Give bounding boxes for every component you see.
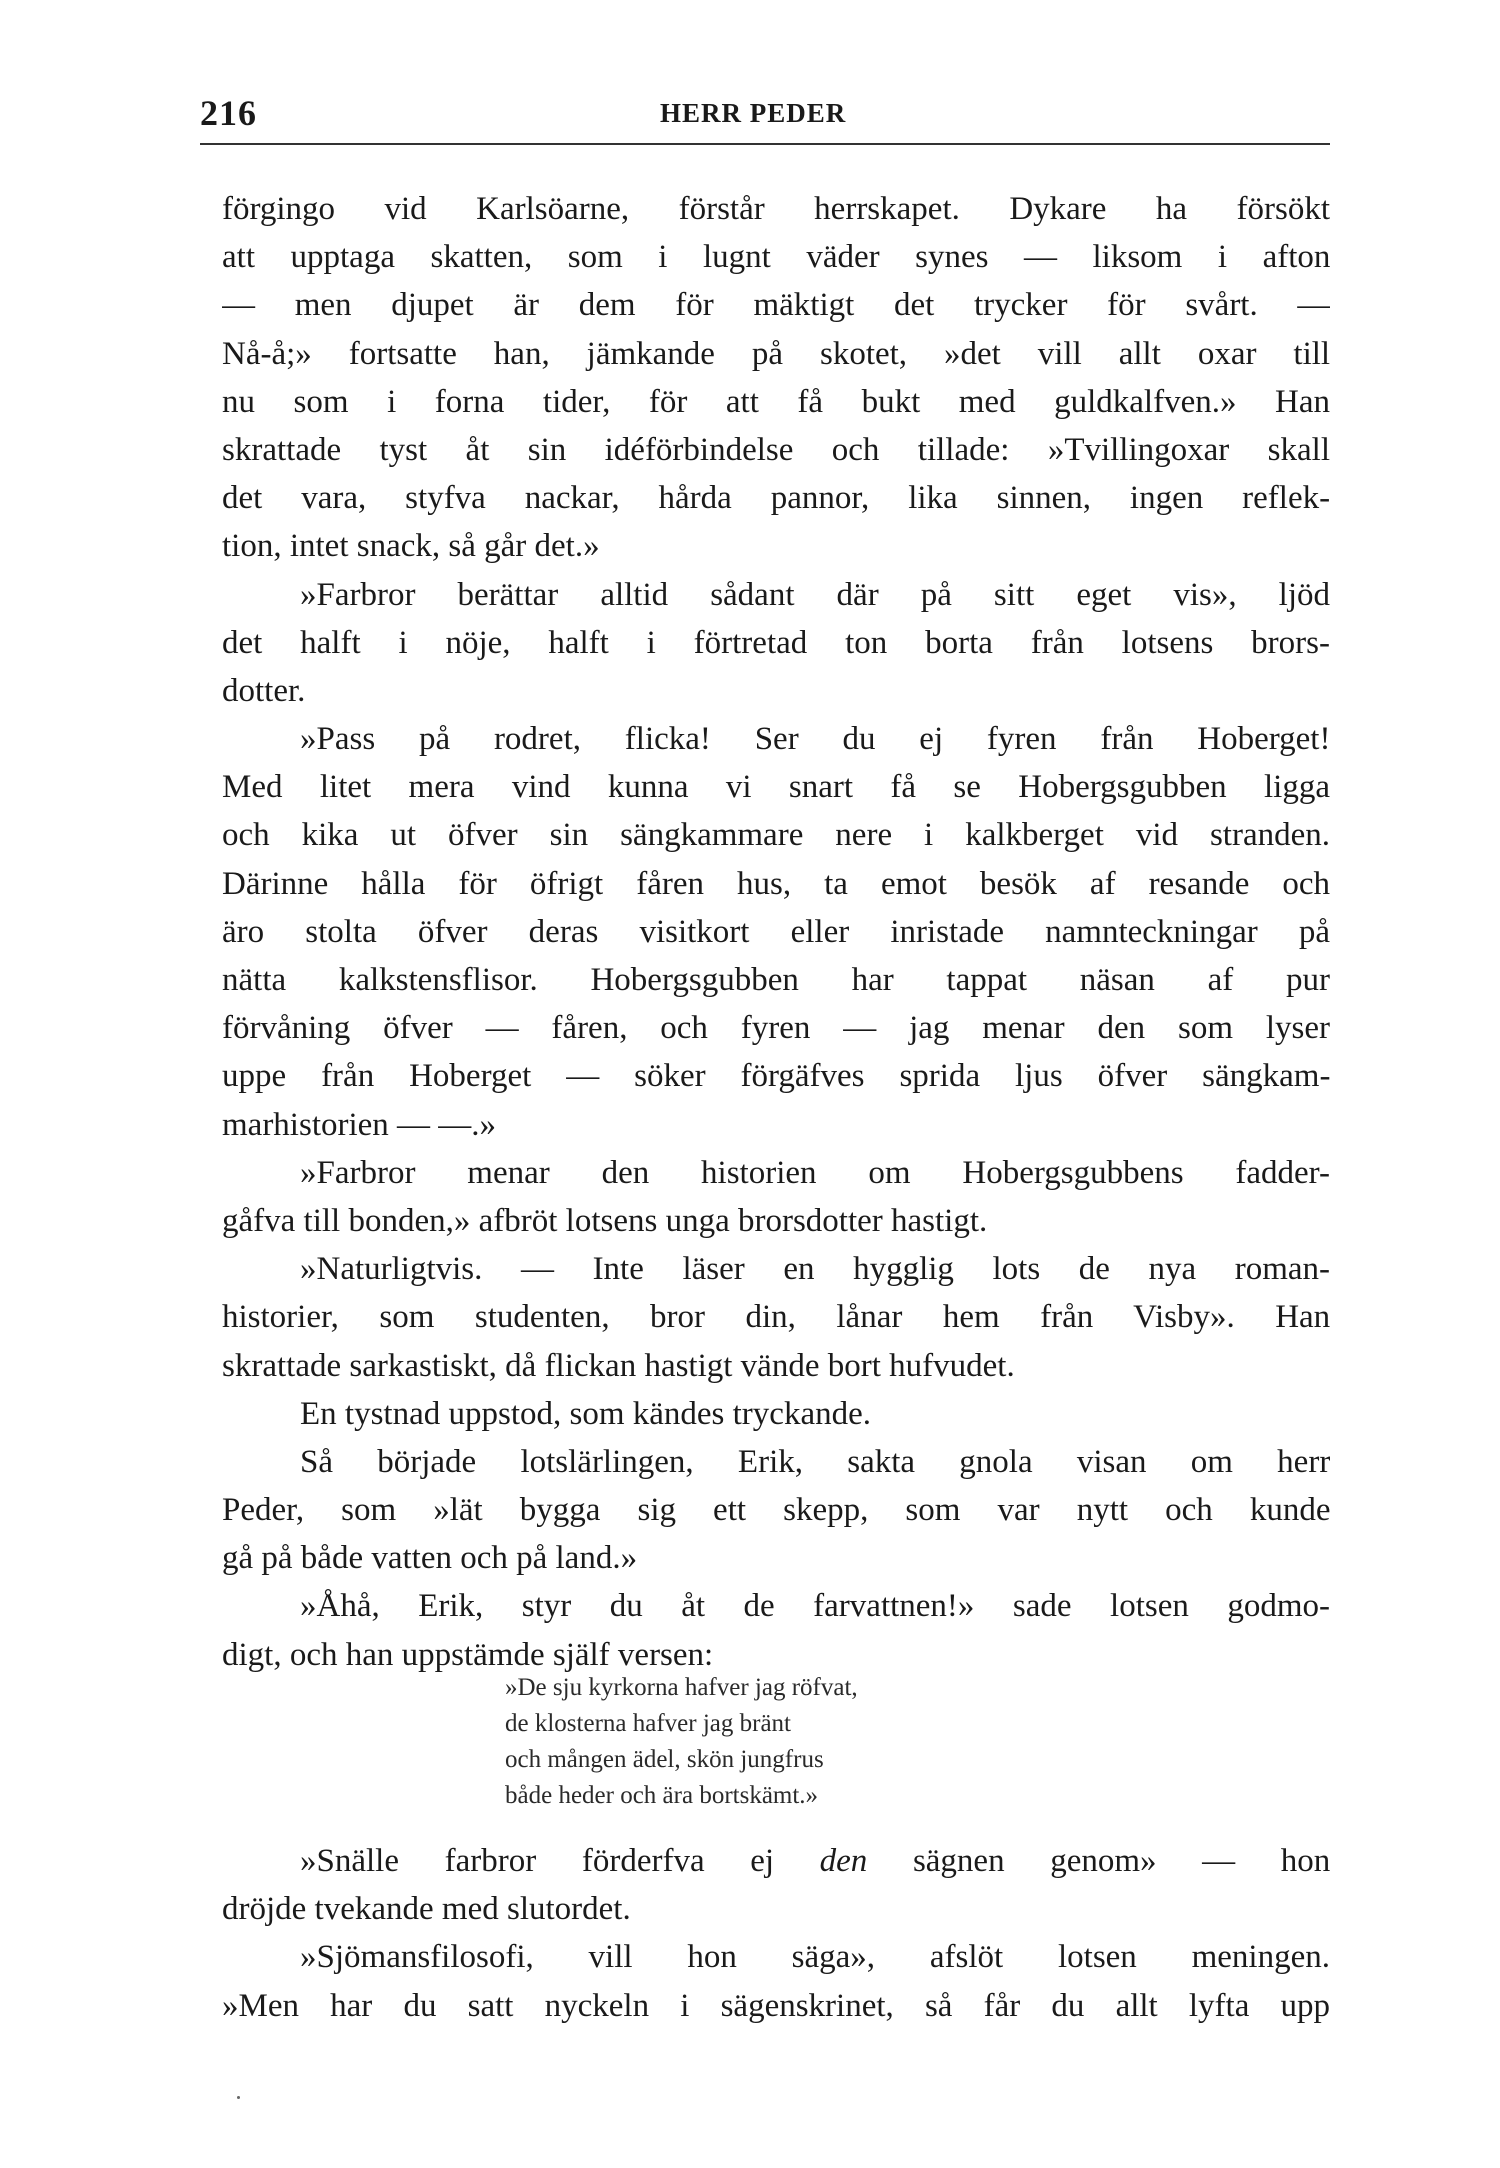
text-line: Med litet mera vind kunna vi snart få se Hobergsgubben ligga bbox=[222, 769, 1330, 806]
text-line: Nå-å;» fortsatte han, jämkande på skotet, »det vill allt oxar till bbox=[222, 335, 1330, 372]
body-text bbox=[222, 185, 1330, 1679]
text-line: dotter. bbox=[222, 672, 306, 709]
verse-line: de klosterna hafver jag bränt bbox=[505, 1710, 791, 1737]
text-line: »Pass på rodret, flicka! Ser du ej fyren från Hoberget! bbox=[300, 721, 1330, 758]
text-line: äro stolta öfver deras visitkort eller inristade namnteckningar på bbox=[222, 913, 1330, 950]
text-line: »Farbror berättar alltid sådant där på sitt eget vis», ljöd bbox=[300, 576, 1330, 613]
text-line: »Men har du satt nyckeln i sägenskrinet, så får du allt lyfta upp bbox=[222, 1987, 1330, 2024]
text-line: Så började lotslärlingen, Erik, sakta gnola visan om herr bbox=[300, 1443, 1330, 1480]
text-line: gå på både vatten och på land.» bbox=[222, 1540, 638, 1577]
verse-line: »De sju kyrkorna hafver jag röfvat, bbox=[505, 1674, 858, 1701]
text-line: tion, intet snack, så går det.» bbox=[222, 528, 600, 565]
text-line: förgingo vid Karlsöarne, förstår herrskapet. Dykare ha försökt bbox=[222, 191, 1330, 227]
text-fragment: sägnen genom» — hon bbox=[867, 1843, 1330, 1879]
page-header bbox=[200, 92, 1330, 142]
text-line: det vara, styfva nackar, hårda pannor, lika sinnen, ingen reflek- bbox=[222, 480, 1330, 517]
header-rule bbox=[200, 143, 1330, 145]
verse-line: både heder och ära bortskämt.» bbox=[505, 1782, 819, 1809]
text-line: »Åhå, Erik, styr du åt de farvattnen!» sade lotsen godmo- bbox=[300, 1588, 1330, 1625]
text-line: skrattade sarkastiskt, då flickan hastigt vände bort hufvudet. bbox=[222, 1347, 1015, 1384]
verse-line: och mången ädel, skön jungfrus bbox=[505, 1746, 824, 1773]
text-line: nu som i forna tider, för att få bukt med guldkalfven.» Han bbox=[222, 383, 1330, 420]
text-line: Peder, som »lät bygga sig ett skepp, som var nytt och kunde bbox=[222, 1492, 1330, 1529]
text-line: uppe från Hoberget — söker förgäfves sprida ljus öfver sängkam- bbox=[222, 1058, 1330, 1095]
text-line: digt, och han uppstämde själf versen: bbox=[222, 1636, 714, 1673]
text-line: förvåning öfver — fåren, och fyren — jag menar den som lyser bbox=[222, 1010, 1330, 1047]
text-line: Därinne hålla för öfrigt fåren hus, ta emot besök af resande och bbox=[222, 865, 1330, 902]
running-title: HERR PEDER bbox=[660, 98, 847, 128]
text-line: — men djupet är dem för mäktigt det trycker för svårt. — bbox=[222, 287, 1330, 324]
text-line: gåfva till bonden,» afbröt lotsens unga brorsdotter hastigt. bbox=[222, 1202, 988, 1239]
ink-speck bbox=[237, 2096, 240, 2099]
verse-block bbox=[505, 1670, 1025, 1814]
text-line: »Farbror menar den historien om Hobergsgubbens fadder- bbox=[300, 1154, 1330, 1191]
text-line: »Naturligtvis. — Inte läser en hygglig lots de nya roman- bbox=[300, 1251, 1330, 1288]
text-line: historier, som studenten, bror din, lånar hem från Visby». Han bbox=[222, 1299, 1330, 1336]
text-line: dröjde tvekande med slutordet. bbox=[222, 1891, 631, 1928]
text-line: nätta kalkstensflisor. Hobergsgubben har tappat näsan af pur bbox=[222, 962, 1330, 998]
text-fragment: »Snälle farbror förderfva ej bbox=[300, 1843, 820, 1879]
text-line: marhistorien — —.» bbox=[222, 1106, 497, 1143]
text-line: »Sjömansfilosofi, vill hon säga», afslöt lotsen meningen. bbox=[300, 1939, 1330, 1976]
text-line: det halft i nöje, halft i förtretad ton borta från lotsens brors- bbox=[222, 624, 1330, 661]
body-text-continued bbox=[222, 1837, 1330, 2030]
text-line: En tystnad uppstod, som kändes tryckande. bbox=[300, 1395, 871, 1432]
text-line: och kika ut öfver sin sängkammare nere i kalkberget vid stranden. bbox=[222, 817, 1330, 854]
text-line: skrattade tyst åt sin idéförbindelse och tillade: »Tvillingoxar skall bbox=[222, 431, 1330, 468]
emphasis: den bbox=[819, 1843, 868, 1879]
text-line bbox=[222, 1837, 1330, 1885]
text-line: att upptaga skatten, som i lugnt väder synes — liksom i afton bbox=[222, 239, 1330, 276]
page-number: 216 bbox=[200, 93, 257, 133]
